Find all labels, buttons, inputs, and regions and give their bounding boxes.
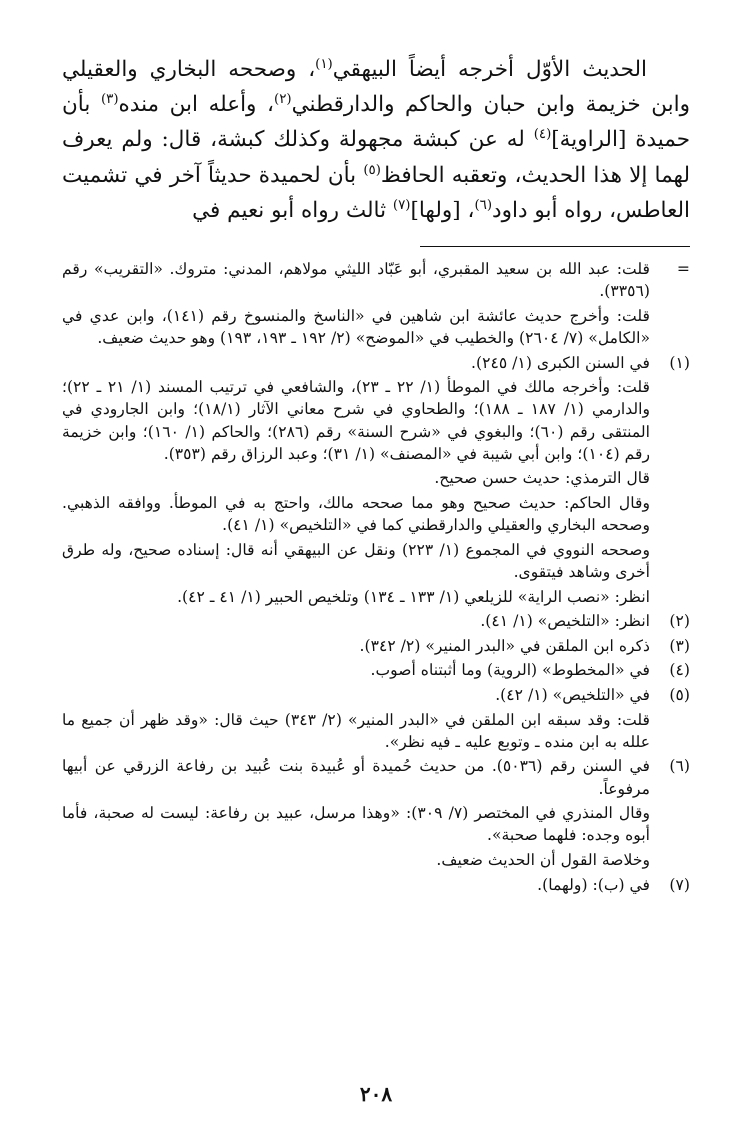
footnote-5 bbox=[62, 684, 690, 753]
text-run: ، وأعله ابن منده bbox=[118, 92, 274, 118]
footnote-number: (٥) bbox=[669, 685, 690, 704]
footnote-paragraph: ذكره ابن الملقن في «البدر المنير» (٢/ ٣٤٢). bbox=[359, 636, 650, 655]
footnote-number: (٧) bbox=[669, 875, 690, 894]
footnote-ref: (٢) bbox=[274, 92, 292, 108]
footnote-separator bbox=[420, 246, 690, 247]
footnote-7 bbox=[62, 874, 690, 896]
footnote-3 bbox=[62, 635, 690, 657]
footnote-paragraph: قال الترمذي: حديث حسن صحيح. bbox=[434, 469, 650, 488]
footnotes bbox=[62, 258, 690, 896]
footnote-paragraph: في (ب): (ولهما). bbox=[537, 875, 650, 894]
text-run: الحديث الأوّل أخرجه أيضاً البيهقي bbox=[332, 57, 647, 82]
footnote-paragraph: قلت: وقد سبقه ابن الملقن في «البدر المنير» (٢/ ٣٤٣) حيث قال: «وقد ظهر أن جميع ما علله به ابن منده ـ وتوبع عليه ـ فيه نظر». bbox=[62, 710, 650, 751]
footnote-paragraph: انظر: «التلخيص» (١/ ٤١). bbox=[480, 612, 650, 631]
text-run: له عن كبشة مجهولة وكذلك كبشة، قال: ولم يعرف لهما إلا هذا الحديث، وتعقبه الحافظ bbox=[62, 127, 690, 188]
footnote-number: (٦) bbox=[669, 757, 690, 776]
footnote-6 bbox=[62, 755, 690, 871]
footnote-paragraph: وصححه النووي في المجموع (١/ ٢٢٣) ونقل عن البيهقي أنه قال: إسناده صحيح، وله طرق أخرى وشاهد فيتقوى. bbox=[62, 540, 650, 581]
footnote-2 bbox=[62, 610, 690, 632]
footnote-ref: (٧) bbox=[392, 197, 411, 213]
main-text bbox=[62, 52, 690, 228]
footnote-paragraph: قلت: وأخرج حديث عائشة ابن شاهين في «الناسخ والمنسوخ رقم (١٤١)، وابن عدي في «الكامل» (٧/ ٢٦٠٤) والخطيب في «الموضح» (٢/ ١٩٢ ـ ١٩٣، ١٩٣) وهو حديث ضعيف. bbox=[62, 306, 650, 348]
footnote-ref: (٤) bbox=[533, 127, 552, 143]
footnote-4 bbox=[62, 659, 690, 681]
footnote-paragraph: انظر: «نصب الراية» للزيلعي (١/ ١٣٣ ـ ١٣٤) وتلخيص الحبير (١/ ٤١ ـ ٤٢). bbox=[177, 587, 650, 606]
text-run: ، [ولها] bbox=[410, 197, 475, 223]
text-run: ثالث رواه أبو نعيم في bbox=[192, 197, 393, 223]
footnote-1 bbox=[62, 352, 690, 608]
text-run: بأن لحميدة حديثاً آخر في تشميت العاطس، رواه أبو داود bbox=[62, 162, 690, 223]
main-paragraph bbox=[62, 52, 690, 228]
footnote-paragraph: وقال المنذري في المختصر (٧/ ٣٠٩): «وهذا مرسل، عبيد بن رفاعة: ليست له صحبة، فأما أبوه وجده: فلهما صحبة». bbox=[62, 804, 650, 845]
footnote-number: (٢) bbox=[669, 612, 690, 631]
footnote-paragraph: قلت: عبد الله بن سعيد المقبري، أبو عَبّاد الليثي مولاهم، المدني: متروك. «التقريب» رقم (٣٣٥٦). bbox=[62, 260, 650, 301]
footnote-paragraph: وخلاصة القول أن الحديث ضعيف. bbox=[436, 850, 650, 869]
footnote-ref: (٥) bbox=[363, 162, 381, 178]
footnote-paragraph: في «المخطوط» (الروية) وما أثبتناه أصوب. bbox=[370, 661, 650, 680]
footnote-number: (٣) bbox=[669, 636, 690, 655]
footnote-paragraph: في «التلخيص» (١/ ٤٢). bbox=[495, 685, 650, 704]
footnote-ref: (٣) bbox=[100, 92, 119, 108]
footnote-paragraph: في السنن رقم (٥٠٣٦). من حديث حُميدة أو عُبيدة بنت عُبيد بن رفاعة الزرقي عن أبيها مرفوعاً. bbox=[62, 757, 650, 798]
book-page bbox=[62, 52, 690, 1106]
page-number: ٢٠٨ bbox=[359, 1082, 393, 1106]
footnote-number: (٤) bbox=[669, 661, 690, 680]
footnote-continued bbox=[62, 258, 690, 349]
footnote-paragraph: قلت: وأخرجه مالك في الموطأ (١/ ٢٢ ـ ٢٣)، والشافعي في ترتيب المسند (١/ ٢١ ـ ٢٢)؛ والدارمي (١/ ١٨٧ ـ ١٨٨)؛ والطحاوي في شرح معاني الآثار (١٨/١)؛ وابن الجارودي في المنتقى رقم (٦٠)؛ والبغوي في «شرح السنة» رقم (٢٨٦)؛ والحاكم (١/ ١٦٠)؛ وابن خزيمة رقم (١٠٤)؛ وابن أبي شيبة في «المصنف» (١/ ٣١)؛ وعبد الرزاق رقم (٣٥٣). bbox=[62, 378, 651, 463]
footnote-ref: (٦) bbox=[474, 197, 493, 213]
text-run: ، وصححه البخاري والعقيلي وابن خزيمة وابن حبان والحاكم والدارقطني bbox=[62, 57, 690, 118]
footnote-ref: (١) bbox=[315, 56, 333, 72]
footnote-number: (١) bbox=[669, 353, 690, 372]
text-run: بأن حميدة [الراوية] bbox=[62, 92, 690, 153]
continuation-marker: = bbox=[676, 260, 690, 279]
footnote-paragraph: في السنن الكبرى (١/ ٢٤٥). bbox=[471, 353, 650, 372]
footnote-paragraph: وقال الحاكم: حديث صحيح وهو مما صححه مالك، واحتج به في الموطأ. ووافقه الذهبي. وصححه البخاري والعقيلي والدارقطني كما في «التلخيص» (١/ ٤١). bbox=[62, 494, 650, 535]
